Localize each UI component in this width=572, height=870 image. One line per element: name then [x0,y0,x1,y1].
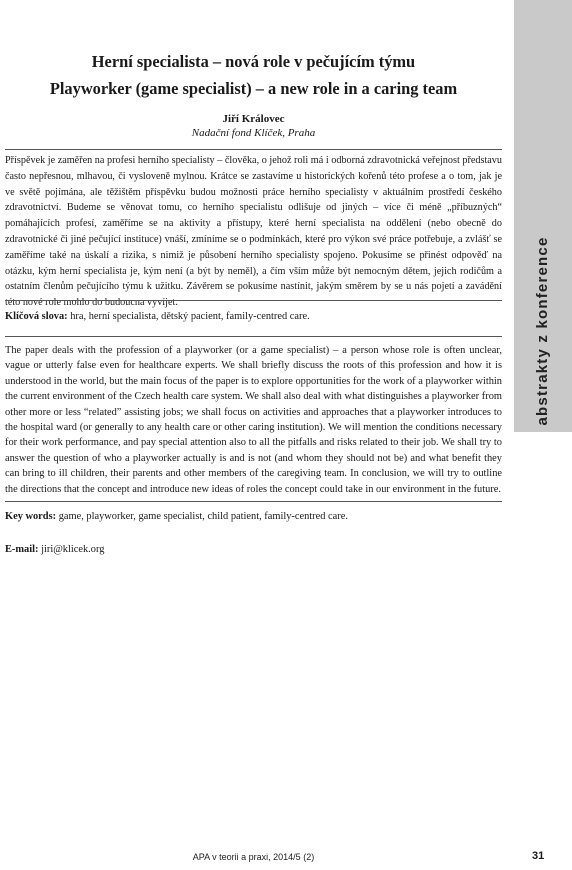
author-affiliation: Nadační fond Klíček, Praha [191,127,316,139]
side-tab-text: abstrakty z konference [534,236,551,426]
abstract-czech: Příspěvek je zaměřen na profesi herního specialisty – člověka, o jehož roli má i odborná zdravotnická veřejnost představu často nepřesnou, mlhavou, či vysloveně mylnou. Krátce se zastavíme u historických kořenů této profese a o tom, jak je ve světě pojímána, ale těžištěm příspěvku budou možnosti práce herního specialisty v aktuálním prostředí českého zdravotnictví. Budeme se věnovat tomu, co herního specialistu odlišuje od jiných – více či méně „příbuzných“ pomáhajících profesí, zaměříme se na aktivity a přístupy, které herní specialista na oddělení (nebo obecně do zdravotnické či jiné pečující instituce) vnáší, zmíníme se o podmínkách, které pro výkon své práce potřebuje, a zvlášť se zaměříme také na úskalí a rizika, s nimiž je působení herního specialisty spojeno. Pokusíme se přinést odpověď na otázku, kým herní specialista je, kým není (a být by neměl), a čím vším může být nemocným dětem, jejich rodičům a ostatním členům pečujícího týmu k užitku. Závěrem se pokusíme nastínit, jakým směrem by se u nás pojetí a zavádění této nové role mohlo do budoucna vyvíjet. [5,155,502,309]
keywords-english-label: Key words: [5,511,57,522]
keywords-czech [5,311,502,322]
keywords-english-text: game, playworker, game specialist, child patient, family-centred care. [56,511,348,522]
divider [5,501,502,502]
keywords-czech-label: Klíčová slova: [5,311,68,322]
title-czech: Herní specialista – nová role v pečujícím týmu [91,52,416,71]
section-side-tab-label [534,236,552,426]
email-address: jiri@klicek.org [38,544,105,555]
abstract-english: The paper deals with the profession of a playworker (or a game specialist) – a person whose role is often unclear, vague or utterly false even for healthcare experts. We shall briefly discuss the roots of this profession and how it is understood in the world, but the main focus of the paper is to explore opportunities for the work of a playworker within the current environment of the Czech health care system. We shall also deal with what distinguishes a playworker from other more or less “related” assisting jobs; we shall focus on activities and approaches that a playworker introduces to the hospital ward (or generally to any health care or other caring institution). We will mention the conditions necessary for their work performance, and pay special attention also to all the pitfalls and risks related to their job. We shall try to answer the question of who a playworker actually is and is not (and whom they should not be) and what benefit they can bring to ill children, their parents and other members of the caregiving team. In conclusion, we will try to outline the directions that the concept and introduce new ideas of roles the concept could take in our environment in the future. [5,345,502,495]
divider [5,300,502,301]
divider [5,149,502,150]
title-english: Playworker (game specialist) – a new role in a caring team [49,79,458,98]
keywords-czech-text: hra, herní specialista, dětský pacient, family-centred care. [67,311,310,322]
divider [5,336,502,337]
keywords-english [5,511,502,522]
journal-footer: APA v teorii a praxi, 2014/5 (2) [192,852,315,862]
email-label: E-mail: [5,544,39,555]
page-number: 31 [532,850,545,862]
author-name: Jiří Královec [222,113,285,125]
email-line [5,544,502,555]
